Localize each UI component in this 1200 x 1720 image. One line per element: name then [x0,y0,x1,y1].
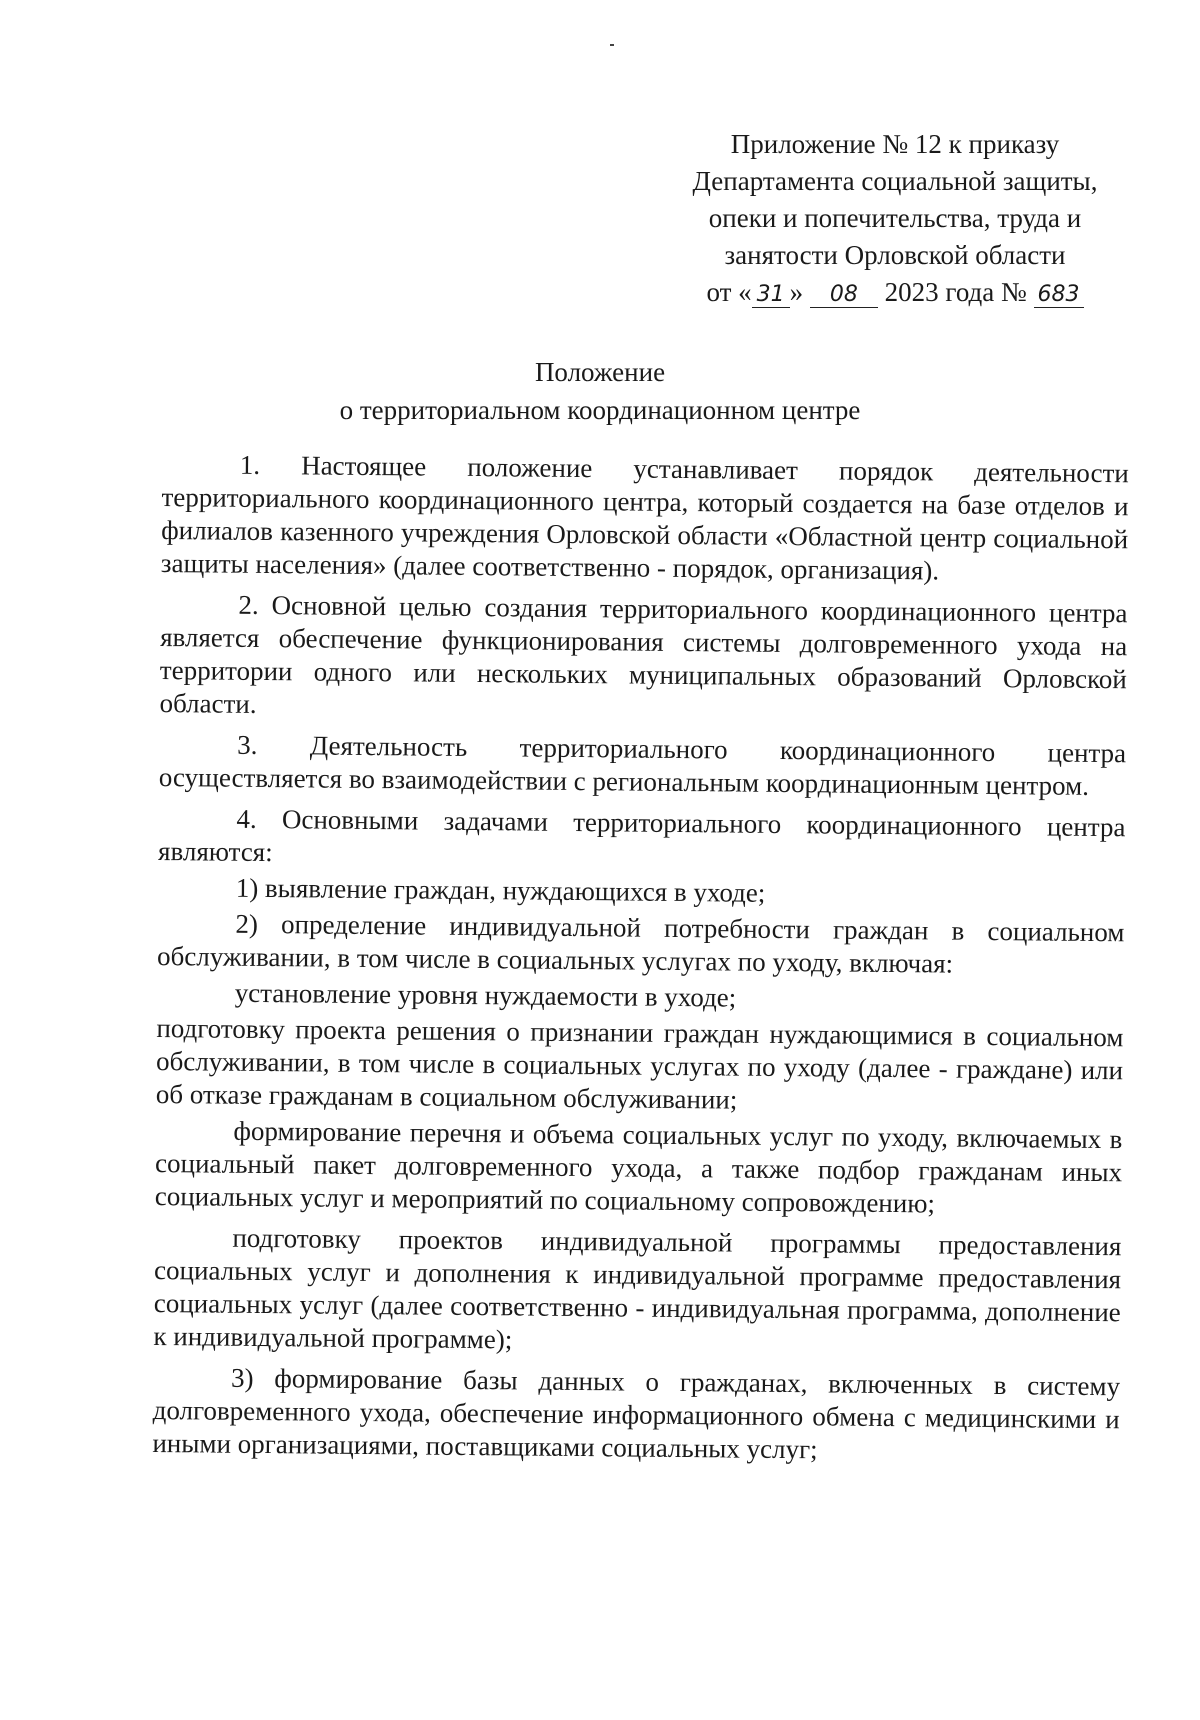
handwritten-day: 31 [752,283,790,308]
sub-item-service-list: формирование перечня и объема социальных услуг по уходу, включаемых в социальный пакет долговременного ухода, а также подбор гражданам иных социальных услуг и мероприятий по социальному сопровождению; [154,1115,1123,1219]
date-mid: » [789,277,810,307]
title-line-2: о территориальном координационном центре [339,395,861,425]
paragraph-3: 3. Деятельность территориального координационного центра осуществляется во взаимодействии с региональным координационным центром. [158,729,1127,801]
date-year: 2023 года № [877,277,1034,307]
document-body [152,448,1129,1477]
date-prefix: от « [706,277,752,307]
title-line-1: Положение [534,357,666,387]
document-title [160,353,1040,429]
header-date-line [660,274,1130,311]
appendix-header [660,126,1130,311]
list-item-2: 2) определение индивидуальной потребности граждан в социальном обслуживании, в том числе в социальных услугах по уходу, включая: [156,908,1125,979]
sub-item-program-draft: подготовку проектов индивидуальной программы предоставления социальных услуг и дополнения к индивидуальной программе предоставления социальных услуг (далее соответственно - индивидуальная программа, дополнение к индивидуальной программе); [153,1222,1122,1355]
header-line-3: опеки и попечительства, труда и [708,203,1082,233]
sub-item-need-level: установление уровня нуждаемости в уходе; [234,977,737,1013]
list-item-1: 1) выявление граждан, нуждающихся в уходе; [235,872,766,908]
header-line-2: Департамента социальной защиты, [692,166,1098,196]
header-line-4: занятости Орловской области [724,240,1066,270]
list-item-3: 3) формирование базы данных о гражданах, включенных в систему долговременного ухода, обеспечение информационного обмена с медицинскими и иными организациями, поставщиками социальных услуг; [152,1362,1121,1465]
paragraph-2: 2. Основной целью создания территориального координационного центра является обеспечение функционирования системы долговременного ухода на территории одного или нескольких муниципальных образований Орловской области. [159,589,1128,719]
sub-item-decision-draft: подготовку проекта решения о признании граждан нуждающимися в социальном обслуживании, в том числе в социальных услугах по уходу (далее - граждане) или об отказе гражданам в социальном обслуживании; [155,1012,1124,1115]
paragraph-1: 1. Настоящее положение устанавливает порядок деятельности территориального координационного центра, который создается на базе отделов и филиалов казенного учреждения Орловской области «Областной центр социальной защиты населения» (далее соответственно - порядок, организация). [160,449,1129,586]
paragraph-4: 4. Основными задачами территориального координационного центра являются: [157,803,1126,868]
handwritten-order-number: 683 [1034,283,1084,308]
scan-speck [610,44,614,46]
header-line-1: Приложение № 12 к приказу [730,129,1060,159]
handwritten-month: 08 [810,283,878,308]
